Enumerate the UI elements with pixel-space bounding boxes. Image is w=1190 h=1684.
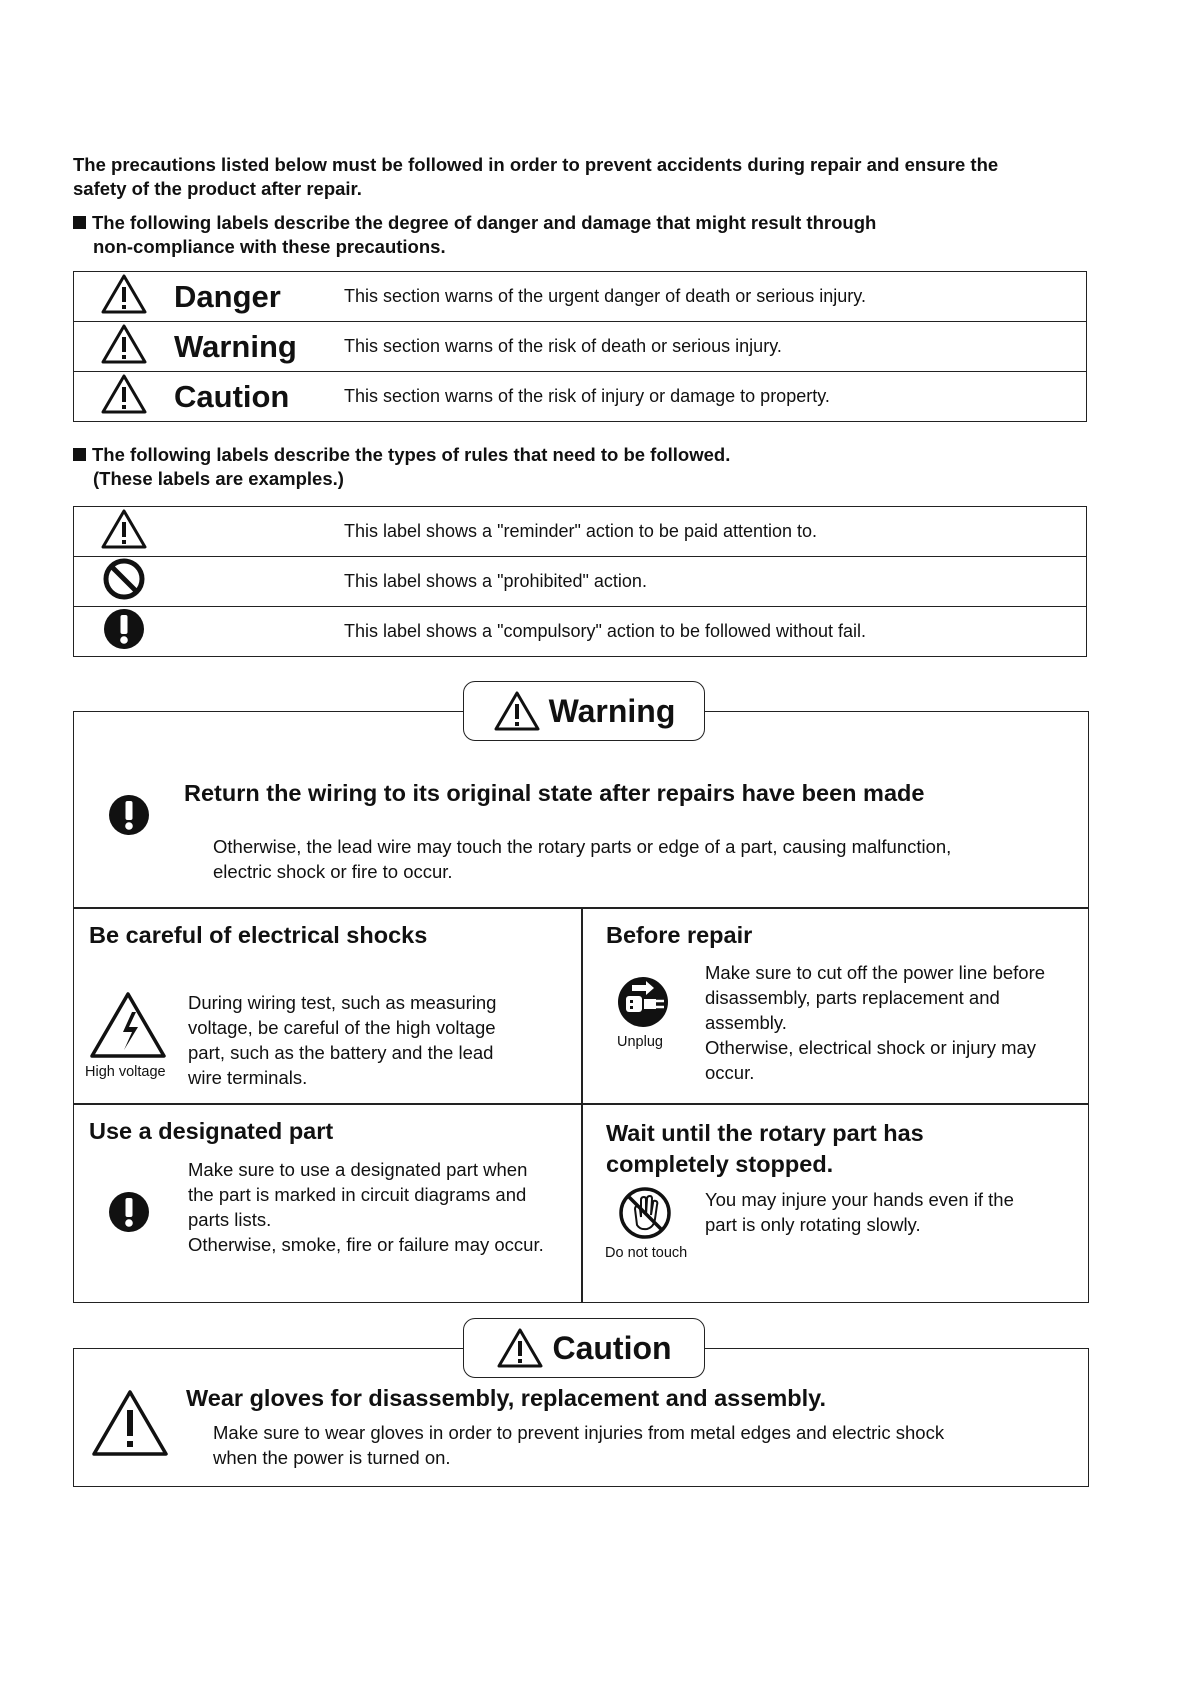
- caution-box-title-text: Caution: [552, 1329, 672, 1366]
- rule-desc-reminder: This label shows a "reminder" action to be paid attention to.: [344, 507, 1087, 557]
- before-repair-text: [705, 960, 1045, 1085]
- designated-part-heading: Use a designated part: [89, 1118, 334, 1144]
- intro-line-1: The precautions listed below must be followed in order to prevent accidents during repair and ensure the: [73, 154, 999, 175]
- return-wiring-line-2: electric shock or fire to occur.: [213, 861, 453, 882]
- rule-row-reminder: [74, 507, 1087, 557]
- designated-line-4: Otherwise, smoke, fire or failure may occur.: [188, 1234, 544, 1255]
- rule-row-compulsory: [74, 607, 1087, 657]
- divider: [581, 907, 583, 1303]
- rotary-part-heading: [606, 1118, 924, 1180]
- designated-part-text: [188, 1157, 544, 1257]
- wear-gloves-heading: Wear gloves for disassembly, replacement and assembly.: [186, 1385, 826, 1411]
- designated-line-2: the part is marked in circuit diagrams and: [188, 1184, 527, 1205]
- warning-box-title: [463, 681, 705, 741]
- do-not-touch-caption: Do not touch: [605, 1245, 688, 1261]
- electrical-line-3: part, such as the battery and the lead: [188, 1042, 494, 1063]
- before-repair-line-2: disassembly, parts replacement and: [705, 987, 1000, 1008]
- before-repair-line-4: Otherwise, electrical shock or injury may: [705, 1037, 1037, 1058]
- degree-labels-table: [73, 271, 1087, 422]
- before-repair-line-5: occur.: [705, 1062, 755, 1083]
- warning-triangle-icon: [100, 273, 148, 315]
- high-voltage-caption: High voltage: [85, 1064, 166, 1080]
- compulsory-icon: [107, 793, 151, 837]
- before-repair-line-3: assembly.: [705, 1012, 787, 1033]
- electrical-shock-heading: Be careful of electrical shocks: [89, 922, 428, 948]
- rules-heading-line-2: (These labels are examples.): [93, 468, 344, 489]
- electrical-line-2: voltage, be careful of the high voltage: [188, 1017, 496, 1038]
- rotary-line-1: You may injure your hands even if the: [705, 1189, 1014, 1210]
- return-wiring-text: [213, 834, 951, 884]
- degree-name-caution: Caution: [174, 372, 344, 422]
- warning-box-title-text: Warning: [548, 692, 676, 729]
- compulsory-icon: [102, 607, 146, 651]
- high-voltage-icon: [88, 990, 168, 1060]
- bullet-square-icon: [73, 448, 86, 461]
- degree-row-warning: [74, 322, 1087, 372]
- rule-desc-compulsory: This label shows a "compulsory" action to be followed without fail.: [344, 607, 1087, 657]
- intro-line-2: safety of the product after repair.: [73, 178, 362, 199]
- rotary-line-2: part is only rotating slowly.: [705, 1214, 921, 1235]
- wear-gloves-text: [213, 1420, 944, 1470]
- compulsory-icon: [107, 1190, 151, 1234]
- rule-labels-table: [73, 506, 1087, 657]
- labels-heading-line-1: The following labels describe the degree of danger and damage that might result through: [92, 212, 877, 233]
- return-wiring-line-1: Otherwise, the lead wire may touch the rotary parts or edge of a part, causing malfunction,: [213, 836, 952, 857]
- rules-heading: [73, 443, 1113, 491]
- wear-gloves-line-2: when the power is turned on.: [213, 1447, 451, 1468]
- before-repair-heading: Before repair: [606, 922, 753, 948]
- warning-triangle-icon: [90, 1388, 170, 1458]
- degree-desc-danger: This section warns of the urgent danger of death or serious injury.: [344, 272, 1087, 322]
- degree-name-danger: Danger: [174, 272, 344, 322]
- degree-row-caution: [74, 372, 1087, 422]
- degree-desc-caution: This section warns of the risk of injury or damage to property.: [344, 372, 1087, 422]
- designated-line-3: parts lists.: [188, 1209, 272, 1230]
- rule-row-prohibited: [74, 557, 1087, 607]
- return-wiring-heading: Return the wiring to its original state after repairs have been made: [184, 780, 925, 806]
- degree-name-warning: Warning: [174, 322, 344, 372]
- bullet-square-icon: [73, 216, 86, 229]
- rotary-part-text: [705, 1187, 1014, 1237]
- intro-text: [73, 153, 1113, 201]
- warning-triangle-icon: [493, 690, 541, 732]
- degree-row-danger: [74, 272, 1087, 322]
- labels-heading: [73, 211, 1113, 259]
- warning-triangle-icon: [100, 323, 148, 365]
- prohibited-icon: [102, 557, 146, 601]
- rotary-heading-line-1: Wait until the rotary part has: [606, 1120, 924, 1146]
- do-not-touch-icon: [617, 1185, 673, 1241]
- unplug-icon: [616, 975, 670, 1029]
- before-repair-line-1: Make sure to cut off the power line before: [705, 962, 1046, 983]
- caution-box-title: [463, 1318, 705, 1378]
- designated-line-1: Make sure to use a designated part when: [188, 1159, 528, 1180]
- electrical-line-4: wire terminals.: [188, 1067, 308, 1088]
- electrical-shock-text: [188, 990, 496, 1090]
- unplug-caption: Unplug: [617, 1034, 663, 1050]
- rules-heading-line-1: The following labels describe the types of rules that need to be followed.: [92, 444, 731, 465]
- rotary-heading-line-2: completely stopped.: [606, 1151, 834, 1177]
- labels-heading-line-2: non-compliance with these precautions.: [93, 236, 446, 257]
- electrical-line-1: During wiring test, such as measuring: [188, 992, 497, 1013]
- warning-triangle-icon: [496, 1327, 544, 1369]
- rule-desc-prohibited: This label shows a "prohibited" action.: [344, 557, 1087, 607]
- warning-triangle-icon: [100, 508, 148, 550]
- wear-gloves-line-1: Make sure to wear gloves in order to prevent injuries from metal edges and electric shock: [213, 1422, 945, 1443]
- warning-triangle-icon: [100, 373, 148, 415]
- degree-desc-warning: This section warns of the risk of death or serious injury.: [344, 322, 1087, 372]
